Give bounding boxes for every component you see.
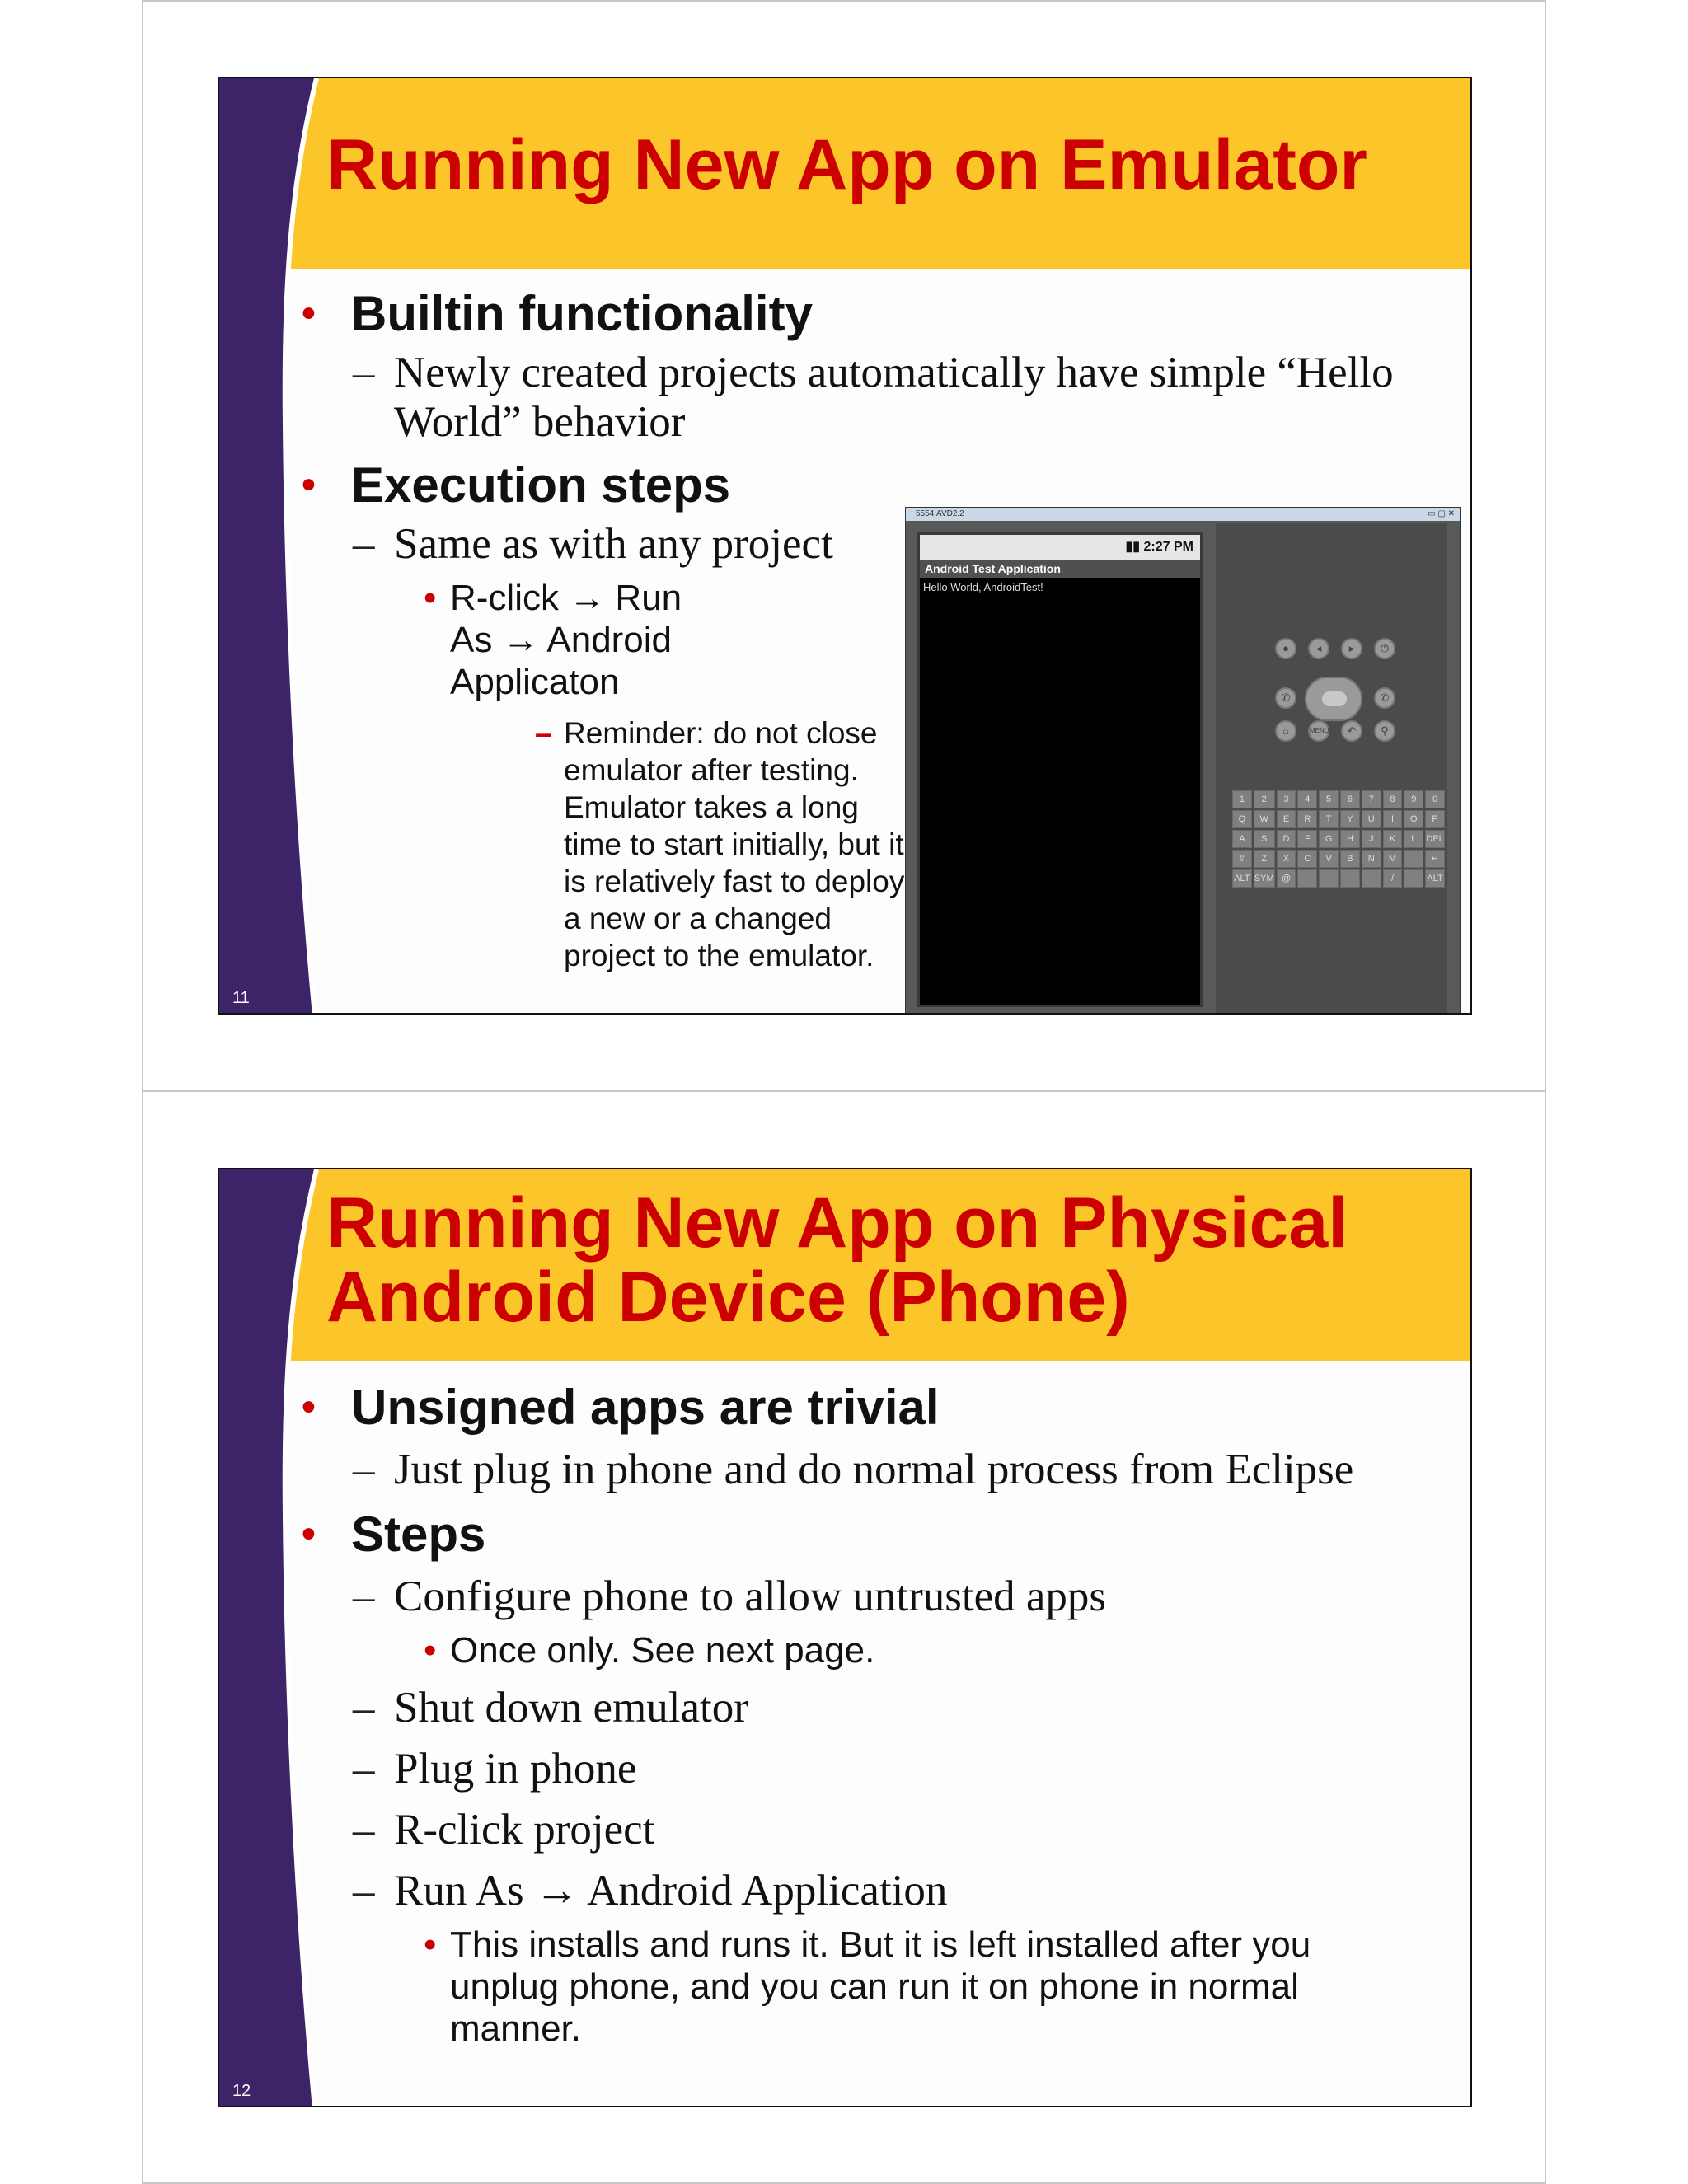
- bullet-builtin: • Builtin functionality: [302, 286, 813, 341]
- slide-number: 12: [232, 2082, 251, 2100]
- subsub-rclick: • R-click → Run As → Android Applicaton: [424, 578, 682, 702]
- keyboard-key[interactable]: F: [1297, 830, 1317, 848]
- keyboard-key[interactable]: ↵: [1425, 850, 1445, 868]
- keyboard-key[interactable]: D: [1277, 830, 1296, 848]
- keyboard-key[interactable]: P: [1425, 810, 1445, 828]
- step-r-click: – R-click project: [353, 1806, 655, 1854]
- keyboard-key[interactable]: ALT: [1232, 869, 1252, 888]
- keyboard-key[interactable]: A: [1232, 830, 1252, 848]
- bullet-dot: •: [424, 578, 437, 618]
- dash: –: [353, 1446, 375, 1493]
- slide-title: [326, 1183, 1348, 1337]
- power-icon[interactable]: ⏻: [1374, 638, 1395, 659]
- menu-button[interactable]: MENU: [1308, 720, 1329, 742]
- dash: –: [353, 1806, 375, 1854]
- keyboard-key[interactable]: Z: [1254, 850, 1275, 868]
- keyboard-key[interactable]: SYM: [1254, 869, 1275, 888]
- keyboard-key[interactable]: 3: [1277, 790, 1296, 808]
- step-configure-note: • Once only. See next page.: [424, 1630, 875, 1671]
- keyboard-key[interactable]: 8: [1383, 790, 1403, 808]
- dash: –: [353, 1684, 375, 1732]
- keyboard-key[interactable]: W: [1254, 810, 1275, 828]
- signal-icon: ▮▮: [1125, 540, 1144, 554]
- bullet-dot: •: [424, 1630, 437, 1671]
- slide-title-line-1: Running New App on Physical: [326, 1183, 1348, 1263]
- keyboard-key[interactable]: X: [1277, 850, 1296, 868]
- home-icon[interactable]: ⌂: [1275, 720, 1296, 742]
- keyboard-key[interactable]: U: [1362, 810, 1381, 828]
- step-run-as-note: • This installs and runs it. But it is left installed after you unplug phone, and you can run it on phone in normal manner.: [424, 1924, 1311, 2049]
- dpad-center[interactable]: [1322, 691, 1347, 706]
- emulator-screenshot: [905, 507, 1461, 1015]
- keyboard-key[interactable]: ⇧: [1232, 850, 1252, 868]
- keyboard-key[interactable]: @: [1277, 869, 1296, 888]
- step-run-as: – Run As → Android Application: [353, 1867, 948, 1915]
- slide-title: Running New App on Emulator: [326, 125, 1367, 204]
- step-shut-down: – Shut down emulator: [353, 1684, 748, 1732]
- keyboard-key[interactable]: 9: [1404, 790, 1423, 808]
- keyboard-key[interactable]: 7: [1362, 790, 1381, 808]
- emulator-control-panel: [1216, 523, 1447, 1014]
- keyboard-key[interactable]: G: [1319, 830, 1339, 848]
- bullet-dot: •: [302, 1512, 316, 1556]
- keyboard-key[interactable]: E: [1277, 810, 1296, 828]
- keyboard-key[interactable]: B: [1340, 850, 1360, 868]
- step-configure: – Configure phone to allow untrusted apps: [353, 1572, 1107, 1620]
- keyboard-key[interactable]: K: [1383, 830, 1403, 848]
- end-call-icon[interactable]: ✆: [1374, 687, 1395, 709]
- bullet-unsigned: • Unsigned apps are trivial: [302, 1380, 940, 1435]
- dash: –: [353, 1867, 375, 1915]
- keyboard-key[interactable]: .: [1404, 850, 1423, 868]
- search-icon[interactable]: ⚲: [1374, 720, 1395, 742]
- keyboard-key[interactable]: ,: [1404, 869, 1423, 888]
- status-bar: ▮▮ 2:27 PM: [920, 535, 1200, 560]
- keyboard-key[interactable]: H: [1340, 830, 1360, 848]
- hello-text: Hello World, AndroidTest!: [923, 581, 1043, 593]
- back-icon[interactable]: ↶: [1341, 720, 1362, 742]
- note-reminder: – Reminder: do not close emulator after testing. Emulator takes a long time to start initially, but it is relatively fast to deploy a new or a changed project to the emulator.: [535, 716, 905, 972]
- keyboard-key[interactable]: L: [1404, 830, 1423, 848]
- bullet-dot: •: [302, 463, 316, 507]
- bullet-dot: •: [302, 1385, 316, 1429]
- app-title-bar: Android Test Application: [920, 560, 1200, 578]
- slide-content: [302, 1374, 1454, 2050]
- keyboard-key[interactable]: O: [1404, 810, 1423, 828]
- keyboard-key[interactable]: [1297, 869, 1317, 888]
- keyboard-key[interactable]: I: [1383, 810, 1403, 828]
- keyboard-key[interactable]: [1319, 869, 1339, 888]
- keyboard-key[interactable]: V: [1319, 850, 1339, 868]
- emulator-window-title: 5554:AVD2.2: [906, 508, 1460, 521]
- keyboard-key[interactable]: 0: [1425, 790, 1445, 808]
- keyboard-key[interactable]: /: [1383, 869, 1403, 888]
- phone-screen: [917, 532, 1203, 1007]
- emulator-keyboard: [1232, 790, 1445, 888]
- keyboard-key[interactable]: [1362, 869, 1381, 888]
- dash: –: [353, 1745, 375, 1793]
- bullet-execution: • Execution steps: [302, 457, 731, 513]
- keyboard-key[interactable]: 2: [1254, 790, 1275, 808]
- window-buttons-icon: ▭ ▢ ✕: [1428, 509, 1455, 518]
- keyboard-key[interactable]: T: [1319, 810, 1339, 828]
- subbullet-newly-created: – Newly created projects automatically have simple “Hello World” behavior: [353, 349, 1394, 446]
- bullet-dot: •: [302, 292, 316, 335]
- dash: –: [353, 349, 375, 396]
- keyboard-key[interactable]: DEL: [1425, 830, 1445, 848]
- slide-title-line-2: Android Device (Phone): [326, 1258, 1130, 1337]
- keyboard-key[interactable]: S: [1254, 830, 1275, 848]
- volume-down-icon[interactable]: ◂: [1308, 638, 1329, 659]
- camera-icon[interactable]: ●: [1275, 638, 1296, 659]
- keyboard-key[interactable]: J: [1362, 830, 1381, 848]
- volume-up-icon[interactable]: ▸: [1341, 638, 1362, 659]
- keyboard-key[interactable]: R: [1297, 810, 1317, 828]
- keyboard-key[interactable]: 1: [1232, 790, 1252, 808]
- keyboard-key[interactable]: M: [1383, 850, 1403, 868]
- bullet-dot: •: [424, 1924, 437, 1965]
- bullet-steps: • Steps: [302, 1507, 486, 1562]
- subbullet-plug-in: – Just plug in phone and do normal process from Eclipse: [353, 1446, 1354, 1493]
- call-icon[interactable]: ✆: [1275, 687, 1296, 709]
- dpad-control[interactable]: [1305, 677, 1362, 721]
- dash: –: [353, 520, 375, 568]
- slide-12: [218, 1168, 1472, 2107]
- slide-11: [218, 77, 1472, 1015]
- keyboard-key[interactable]: Q: [1232, 810, 1252, 828]
- slide-number: 11: [232, 989, 250, 1007]
- keyboard-key[interactable]: Y: [1340, 810, 1360, 828]
- subbullet-same-as: – Same as with any project: [353, 520, 833, 568]
- keyboard-key[interactable]: 5: [1319, 790, 1339, 808]
- keyboard-key[interactable]: C: [1297, 850, 1317, 868]
- keyboard-key[interactable]: 4: [1297, 790, 1317, 808]
- keyboard-key[interactable]: N: [1362, 850, 1381, 868]
- step-plug-in-phone: – Plug in phone: [353, 1745, 637, 1793]
- dash: –: [353, 1572, 375, 1620]
- dash: –: [535, 716, 552, 750]
- keyboard-key[interactable]: 6: [1340, 790, 1360, 808]
- keyboard-key[interactable]: ALT: [1425, 869, 1445, 888]
- keyboard-key[interactable]: [1340, 869, 1360, 888]
